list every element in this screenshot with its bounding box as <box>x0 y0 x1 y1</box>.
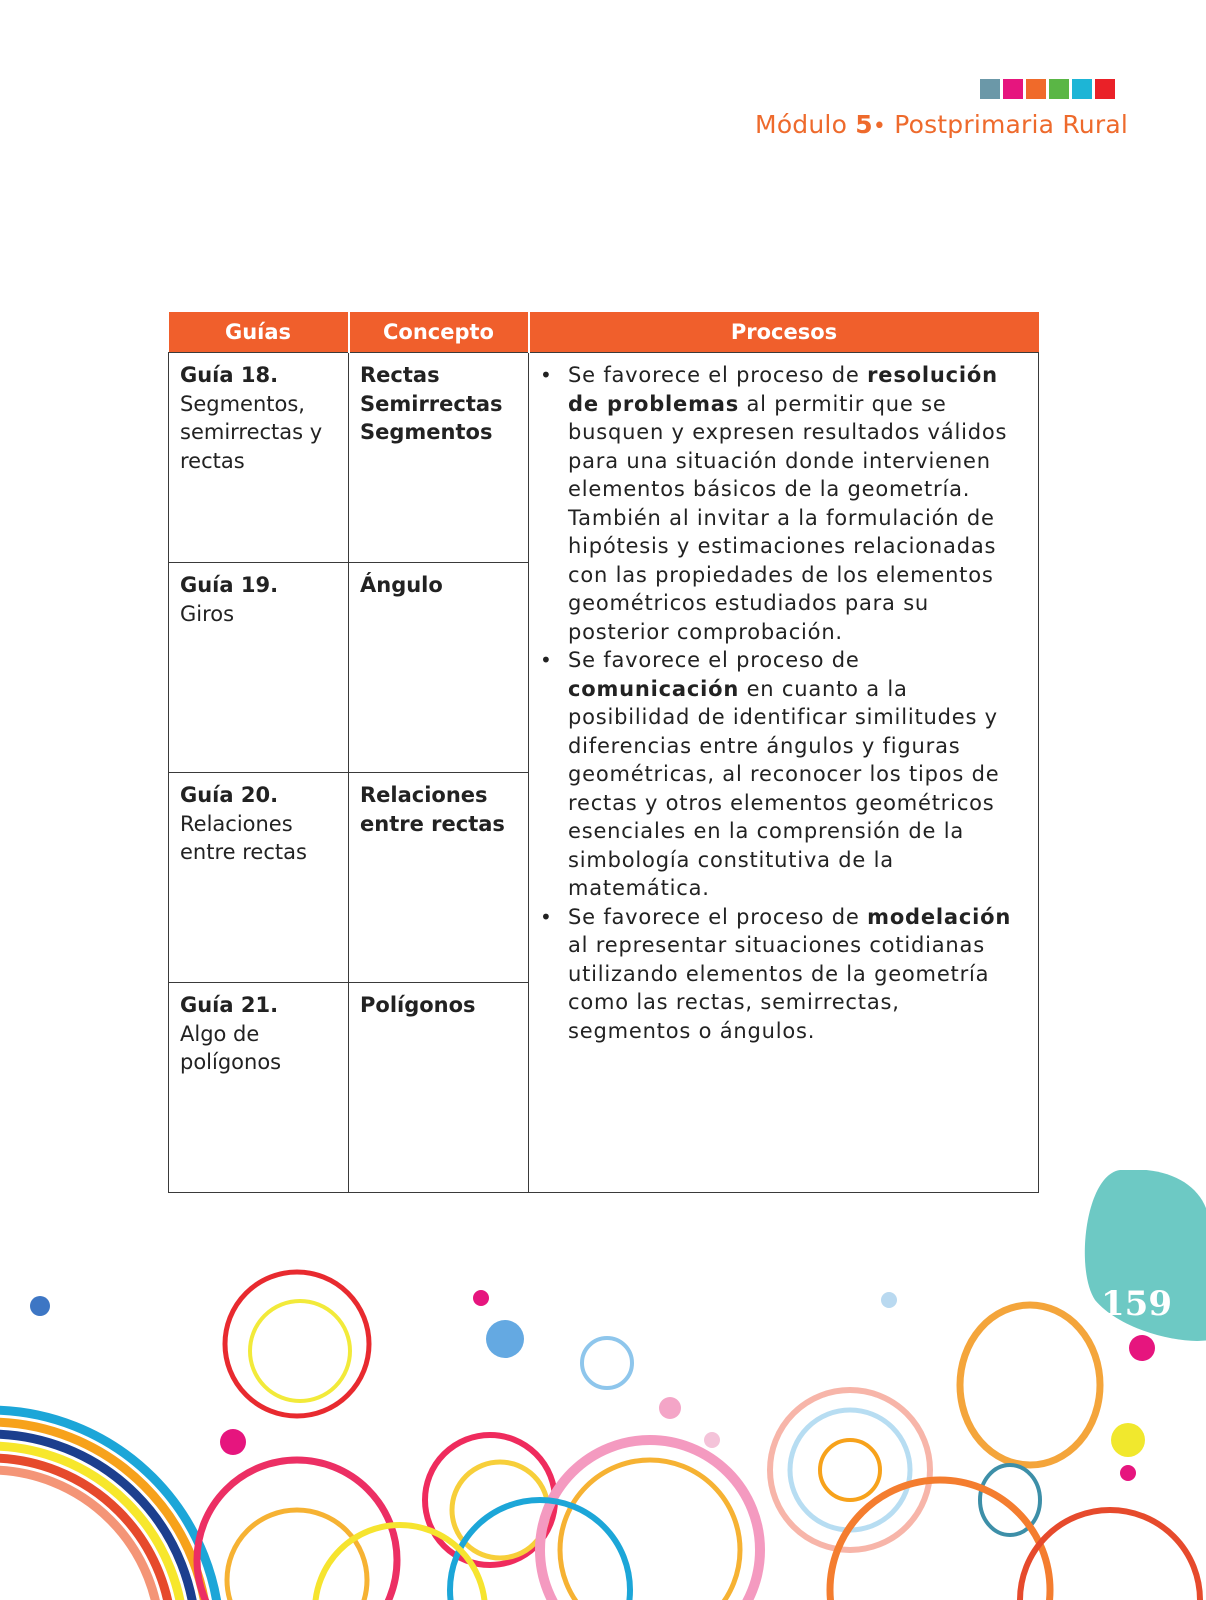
proceso-item: • Se favorece el proceso de comunicación en cuanto a la posibilidad de identificar similitudes y diferencias entre ángulos y figuras geométricas, al reconocer los tipos de rectas y otros elementos geométricos esenciales en la comprensión de la simbología constitutiva de la matemática. <box>540 646 1028 903</box>
guide-title: Relaciones entre rectas <box>180 811 307 864</box>
proceso-keyword: comunicación <box>568 676 740 701</box>
dot <box>486 1320 524 1358</box>
guide-title: Giros <box>180 601 235 626</box>
guides-table <box>168 312 1039 1193</box>
concept-item: Polígonos <box>360 993 476 1017</box>
dot <box>473 1290 489 1306</box>
procesos-cell <box>529 353 1039 1193</box>
program-name: Postprimaria Rural <box>894 110 1128 139</box>
module-label: Módulo <box>755 110 848 139</box>
color-square <box>1095 79 1115 99</box>
guide-cell <box>169 563 349 773</box>
color-square <box>1003 79 1023 99</box>
color-squares <box>980 79 1115 99</box>
dot <box>881 1292 897 1308</box>
dot <box>1129 1335 1155 1361</box>
procesos-list <box>540 361 1028 1045</box>
dot <box>30 1296 50 1316</box>
header-procesos: Procesos <box>529 312 1039 353</box>
table-row <box>169 353 1039 563</box>
guide-number: Guía 18. <box>180 363 279 387</box>
decorative-circles <box>0 1170 1206 1600</box>
concept-cell <box>349 563 529 773</box>
concept-item: Semirrectas <box>360 391 503 416</box>
guide-cell <box>169 773 349 983</box>
dot <box>1120 1465 1136 1481</box>
proceso-item: • Se favorece el proceso de modelación al representar situaciones cotidianas utilizando elementos de la geometría como las rectas, semirrectas, segmentos o ángulos. <box>540 903 1028 1046</box>
module-header <box>755 110 1128 139</box>
color-square <box>1049 79 1069 99</box>
proceso-keyword: modelación <box>867 904 1012 929</box>
concept-cell <box>349 353 529 563</box>
dot <box>1111 1423 1145 1457</box>
guide-number: Guía 21. <box>180 993 279 1017</box>
concept-item: Relaciones <box>360 783 488 807</box>
proceso-keyword: resolución de problemas <box>568 363 998 416</box>
header-guias: Guías <box>169 312 349 353</box>
proceso-item: • Se favorece el proceso de resolución de problemas al permitir que se busquen y expresen resultados válidos para una situación donde intervienen elementos básicos de la geometría. También al invitar a la formulación de hipótesis y estimaciones relacionadas con las propiedades de los elementos geométricos estudiados para su posterior comprobación. <box>540 361 1028 646</box>
dot <box>704 1432 720 1448</box>
concept-cell <box>349 983 529 1193</box>
table-header-row <box>169 312 1039 353</box>
dot <box>220 1429 246 1455</box>
header-concepto: Concepto <box>349 312 529 353</box>
module-number: 5 <box>855 110 873 139</box>
concept-item: entre rectas <box>360 811 505 836</box>
concept-item: Segmentos <box>360 420 493 444</box>
color-square <box>1072 79 1092 99</box>
color-square <box>1026 79 1046 99</box>
guide-number: Guía 19. <box>180 573 279 597</box>
concept-item: Rectas <box>360 363 440 387</box>
module-separator: • <box>872 114 887 139</box>
color-square <box>980 79 1000 99</box>
page-number: 159 <box>1101 1284 1172 1324</box>
concept-item: Ángulo <box>360 573 443 597</box>
concept-cell <box>349 773 529 983</box>
guide-cell <box>169 983 349 1193</box>
dot <box>659 1397 681 1419</box>
guide-title: Algo de polígonos <box>180 1021 282 1074</box>
guide-cell <box>169 353 349 563</box>
guide-number: Guía 20. <box>180 783 279 807</box>
guide-title: Segmentos, semirrectas y rectas <box>180 391 323 473</box>
